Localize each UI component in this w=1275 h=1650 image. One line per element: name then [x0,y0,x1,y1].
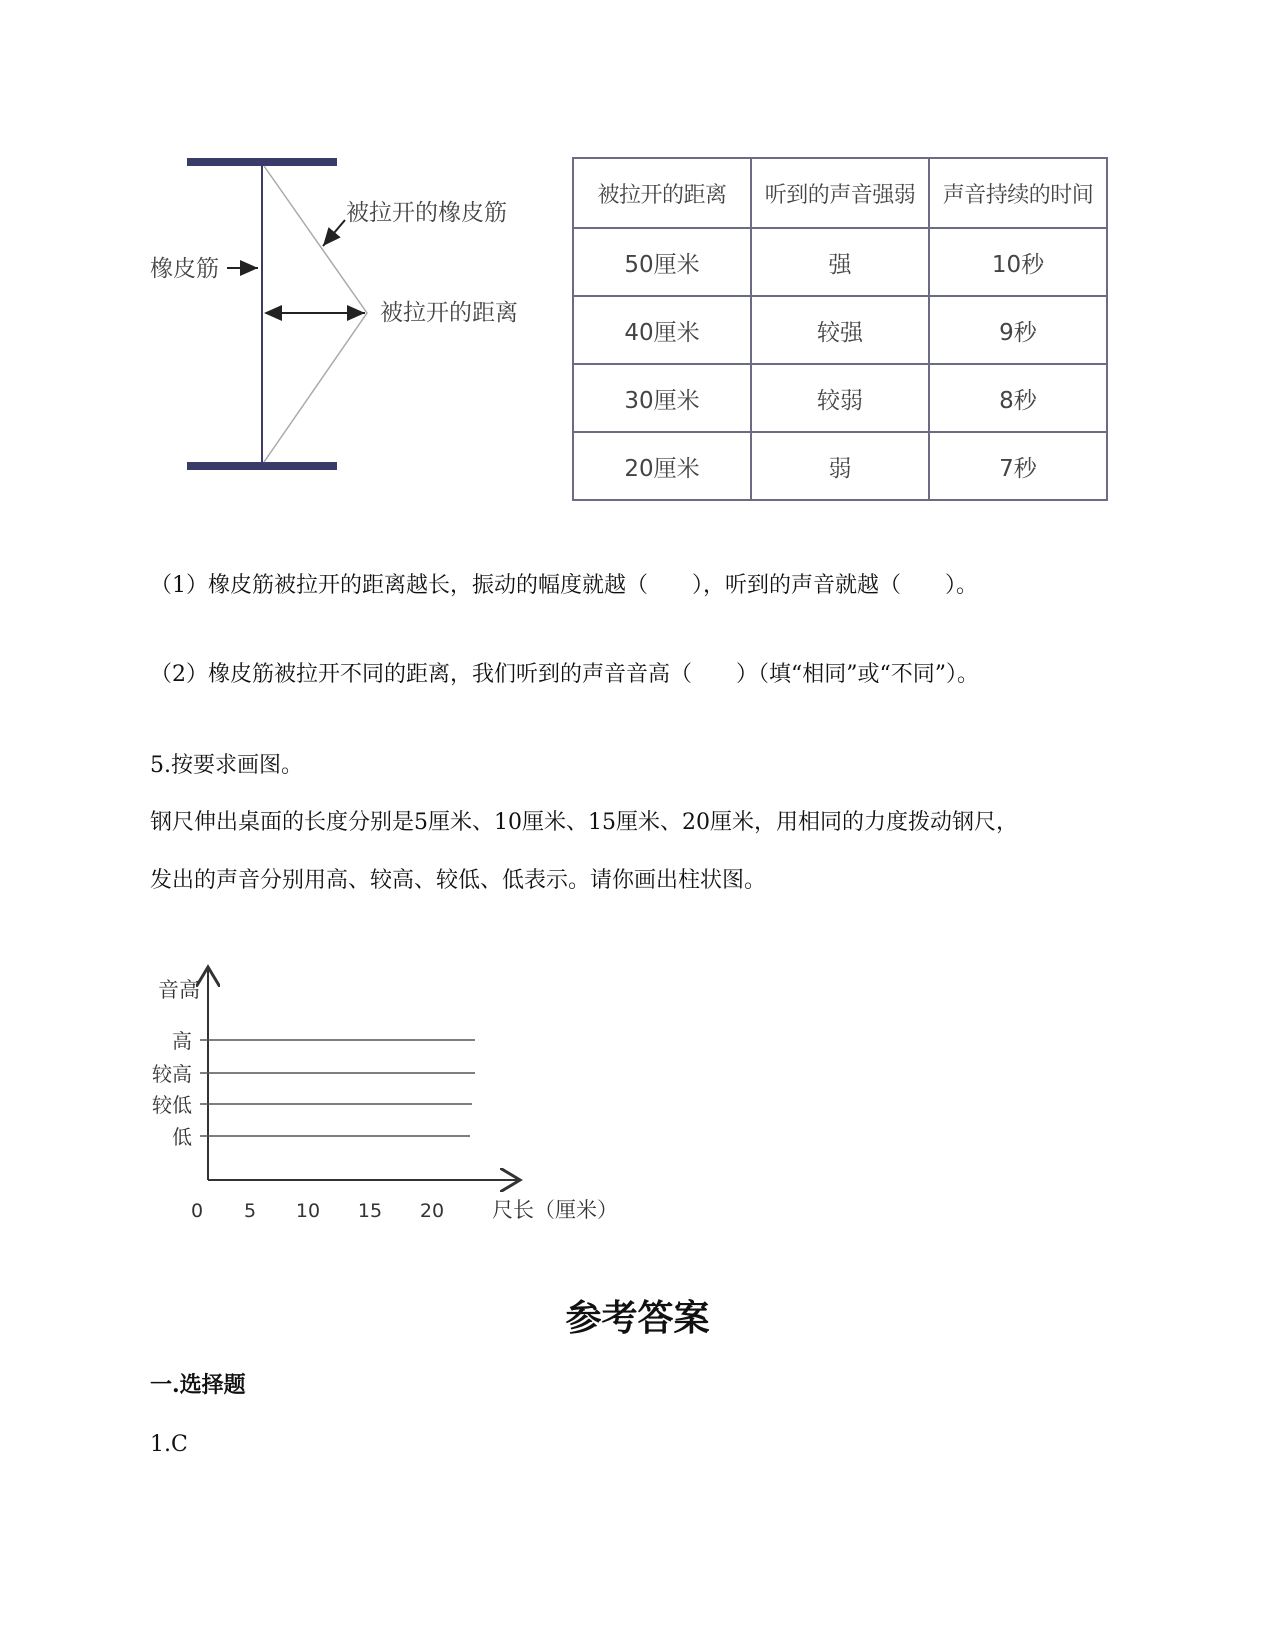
x-tick-label: 15 [357,1200,383,1222]
y-level-label: 高 [172,1029,192,1053]
distance-label: 被拉开的距离 [380,300,518,326]
table-cell: 强 [751,228,929,296]
pitch-chart [140,955,660,1225]
table-cell: 7秒 [929,432,1107,500]
table-cell: 较强 [751,296,929,364]
top-bar [187,158,337,166]
table-cell: 40厘米 [573,296,751,364]
y-level-label: 低 [172,1125,192,1149]
table-cell: 10秒 [929,228,1107,296]
table-cell: 较弱 [751,364,929,432]
x-tick-label: 20 [419,1200,445,1222]
table-row [573,364,1107,432]
answer-title: 参考答案 [565,1297,710,1339]
question-2: （2）橡皮筋被拉开不同的距离，我们听到的声音音高（ ）（填“相同”或“不同”）。 [150,662,979,687]
question-1: （1）橡皮筋被拉开的距离越长，振动的幅度就越（ ），听到的声音就越（ ）。 [150,573,978,598]
table-cell: 50厘米 [573,228,751,296]
question-5-line1: 钢尺伸出桌面的长度分别是5厘米、10厘米、15厘米、20厘米，用相同的力度拨动钢尺， [150,810,1018,835]
x-tick-label: 5 [243,1200,257,1222]
stretched-band-arrow [323,220,345,246]
y-level-label: 较低 [152,1093,192,1117]
data-table [572,157,1108,501]
answer-1: 1.C [150,1432,188,1457]
x-axis-label: 尺长（厘米） [492,1198,618,1222]
table-cell: 弱 [751,432,929,500]
table-header-cell: 被拉开的距离 [573,158,751,228]
table-cell: 8秒 [929,364,1107,432]
rubber-band-label: 橡皮筋 [150,256,219,282]
question-5-title: 5.按要求画图。 [150,753,303,778]
table-cell: 30厘米 [573,364,751,432]
table-row [573,228,1107,296]
x-tick-label: 0 [190,1200,204,1222]
table-row [573,296,1107,364]
section-title: 一.选择题 [150,1372,246,1398]
table-header-row [573,158,1107,228]
y-axis-label: 音高 [158,978,200,1002]
table-cell: 20厘米 [573,432,751,500]
stretched-band-label: 被拉开的橡皮筋 [346,200,507,226]
x-tick-label: 10 [295,1200,321,1222]
y-level-label: 较高 [152,1062,192,1086]
table-header-cell: 声音持续的时间 [929,158,1107,228]
bottom-bar [187,462,337,470]
table-header-cell: 听到的声音强弱 [751,158,929,228]
rubber-band-diagram [140,140,540,500]
table-row [573,432,1107,500]
question-5-line2: 发出的声音分别用高、较高、较低、低表示。请你画出柱状图。 [150,868,767,893]
table-cell: 9秒 [929,296,1107,364]
